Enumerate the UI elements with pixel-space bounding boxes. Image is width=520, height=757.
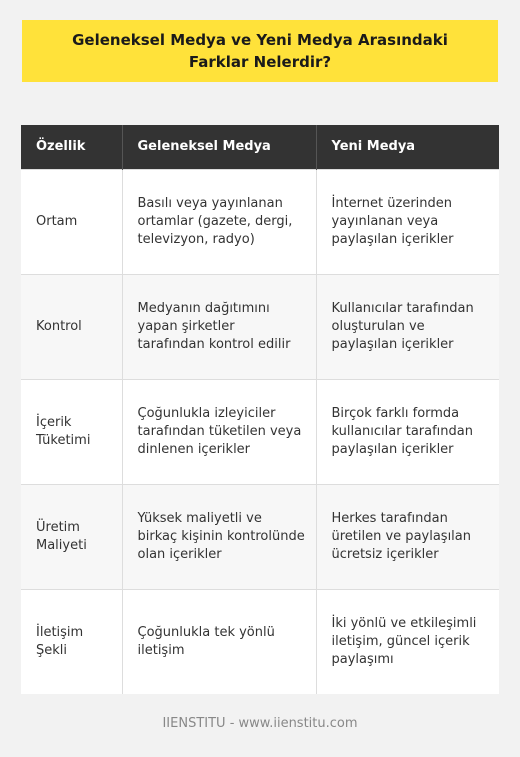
comparison-table: [21, 125, 499, 694]
row-new-cell: İnternet üzerinden yayınlanan veya paylaşılan içerikler: [316, 169, 499, 274]
row-feature-cell: İçerik Tüketimi: [21, 379, 122, 484]
row-feature-cell: Üretim Maliyeti: [21, 484, 122, 589]
table-row: [21, 589, 499, 694]
header-cell-feature: Özellik: [21, 125, 122, 169]
row-new-cell: Herkes tarafından üretilen ve paylaşılan ücretsiz içerikler: [316, 484, 499, 589]
row-traditional-cell: Medyanın dağıtımını yapan şirketler tarafından kontrol edilir: [122, 274, 316, 379]
footer-credit: IIENSTITU - www.iienstitu.com: [162, 716, 358, 731]
table-row: [21, 274, 499, 379]
title-banner: [22, 20, 498, 82]
row-feature-cell: İletişim Şekli: [21, 589, 122, 694]
row-traditional-cell: Çoğunlukla tek yönlü iletişim: [122, 589, 316, 694]
row-new-cell: Kullanıcılar tarafından oluşturulan ve paylaşılan içerikler: [316, 274, 499, 379]
row-traditional-cell: Çoğunlukla izleyiciler tarafından tüketilen veya dinlenen içerikler: [122, 379, 316, 484]
row-traditional-cell: Basılı veya yayınlanan ortamlar (gazete, dergi, televizyon, radyo): [122, 169, 316, 274]
table-row: [21, 484, 499, 589]
table-header-row: [21, 125, 499, 169]
row-feature-cell: Ortam: [21, 169, 122, 274]
row-traditional-cell: Yüksek maliyetli ve birkaç kişinin kontrolünde olan içerikler: [122, 484, 316, 589]
row-new-cell: Birçok farklı formda kullanıcılar tarafından paylaşılan içerikler: [316, 379, 499, 484]
header-cell-traditional-media: Geleneksel Medya: [122, 125, 316, 169]
table-row: [21, 379, 499, 484]
row-new-cell: İki yönlü ve etkileşimli iletişim, güncel içerik paylaşımı: [316, 589, 499, 694]
page-title: Geleneksel Medya ve Yeni Medya Arasındaki Farklar Nelerdir?: [72, 31, 448, 71]
table-row: [21, 169, 499, 274]
header-cell-new-media: Yeni Medya: [316, 125, 499, 169]
row-feature-cell: Kontrol: [21, 274, 122, 379]
